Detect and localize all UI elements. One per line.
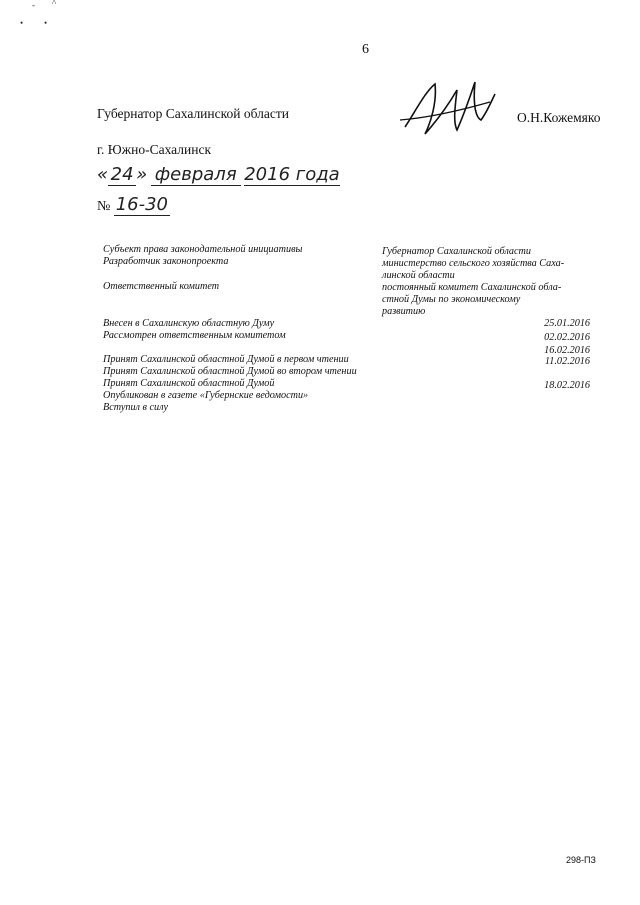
- event-label: Принят Сахалинской областной Думой во втором чтении: [103, 366, 357, 377]
- signatory-city: г. Южно-Сахалинск: [97, 142, 212, 157]
- page-number: 6: [362, 42, 369, 57]
- event-label: Рассмотрен ответственным комитетом: [103, 330, 286, 341]
- date-day: 24: [108, 164, 136, 186]
- date-year: 2016 года: [244, 164, 340, 185]
- number-value: 16-30: [115, 194, 169, 215]
- subject-value: Губернатор Сахалинской области: [382, 246, 531, 257]
- handwritten-signature: [395, 72, 505, 142]
- developer-value-2: линской области: [382, 270, 455, 281]
- developer-label: Разработчик законопроекта: [103, 256, 229, 267]
- developer-value-1: министерство сельского хозяйства Саха-: [382, 258, 565, 269]
- event-date: 02.02.2016: [544, 332, 590, 343]
- date-open-quote: «: [97, 164, 109, 185]
- number-prefix: №: [97, 199, 111, 214]
- scan-mark: ^: [52, 0, 57, 8]
- committee-value-3: развитию: [382, 306, 426, 317]
- event-date: 25.01.2016: [544, 318, 590, 329]
- signatory-title: Губернатор Сахалинской области: [97, 106, 289, 121]
- scan-mark: •: [20, 18, 24, 28]
- event-label: Вступил в силу: [103, 402, 168, 413]
- event-label: Внесен в Сахалинскую областную Думу: [103, 318, 275, 329]
- signatory-name: О.Н.Кожемяко: [517, 110, 601, 125]
- document-date: [97, 164, 340, 186]
- subject-label: Субъект права законодательной инициативы: [103, 244, 303, 255]
- event-date: 11.02.2016: [544, 356, 590, 367]
- event-label: Опубликован в газете «Губернские ведомости»: [103, 390, 309, 401]
- event-label: Принят Сахалинской областной Думой: [103, 378, 275, 389]
- event-label: Принят Сахалинской областной Думой в первом чтении: [103, 354, 349, 365]
- scan-mark: -: [32, 0, 35, 10]
- document-number: [97, 194, 170, 216]
- scan-mark: •: [44, 18, 48, 28]
- event-date: 16.02.2016: [544, 345, 590, 356]
- committee-label: Ответственный комитет: [103, 281, 220, 292]
- date-close-quote: »: [136, 164, 148, 185]
- date-month: февраля: [151, 164, 241, 186]
- event-date: 18.02.2016: [544, 380, 590, 391]
- footer-code: 298-ПЗ: [566, 855, 596, 865]
- committee-value-2: стной Думы по экономическому: [382, 294, 521, 305]
- committee-value-1: постоянный комитет Сахалинской обла-: [382, 282, 562, 293]
